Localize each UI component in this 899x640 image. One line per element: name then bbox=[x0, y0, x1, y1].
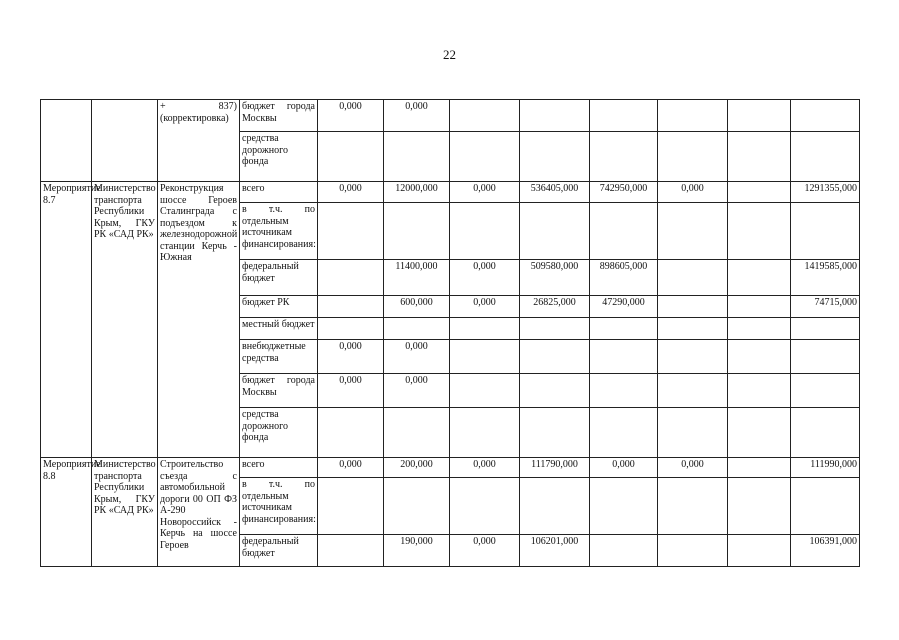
total-cell: 1291355,000 bbox=[791, 182, 860, 203]
executor-cell: Министерство транспорта Республики Крым, ГКУ РК «САД РК» bbox=[92, 182, 158, 458]
funding-source-cell: бюджет РК bbox=[240, 296, 318, 318]
value-cell: 12000,000 bbox=[384, 182, 450, 203]
event-cell: Мероприятие 8.8 bbox=[41, 458, 92, 567]
value-cell bbox=[384, 318, 450, 340]
value-cell: 898605,000 bbox=[590, 260, 658, 296]
value-cell: 0,000 bbox=[450, 182, 520, 203]
value-cell bbox=[520, 132, 590, 182]
value-cell bbox=[728, 318, 791, 340]
table-row bbox=[41, 182, 860, 203]
value-cell bbox=[318, 132, 384, 182]
value-cell: 0,000 bbox=[318, 182, 384, 203]
value-cell bbox=[728, 296, 791, 318]
value-cell bbox=[658, 478, 728, 535]
value-cell bbox=[590, 318, 658, 340]
value-cell bbox=[450, 478, 520, 535]
value-cell bbox=[450, 100, 520, 132]
value-cell: 0,000 bbox=[658, 182, 728, 203]
event-cell bbox=[41, 100, 92, 182]
value-cell bbox=[658, 374, 728, 408]
value-cell bbox=[450, 408, 520, 458]
value-cell: 0,000 bbox=[658, 458, 728, 478]
value-cell bbox=[590, 340, 658, 374]
funding-source-cell: внебюджетные средства bbox=[240, 340, 318, 374]
value-cell: 536405,000 bbox=[520, 182, 590, 203]
total-cell: 111990,000 bbox=[791, 458, 860, 478]
total-cell bbox=[791, 340, 860, 374]
value-cell bbox=[450, 132, 520, 182]
value-cell: 600,000 bbox=[384, 296, 450, 318]
value-cell bbox=[520, 318, 590, 340]
executor-cell: Министерство транспорта Республики Крым, ГКУ РК «САД РК» bbox=[92, 458, 158, 567]
value-cell bbox=[450, 340, 520, 374]
value-cell: 0,000 bbox=[318, 458, 384, 478]
activity-name-cell: + 837) (корректировка) bbox=[158, 100, 240, 182]
value-cell bbox=[450, 374, 520, 408]
total-cell bbox=[791, 318, 860, 340]
value-cell bbox=[658, 203, 728, 260]
total-cell: 1419585,000 bbox=[791, 260, 860, 296]
value-cell bbox=[658, 318, 728, 340]
funding-source-cell: местный бюджет bbox=[240, 318, 318, 340]
total-cell bbox=[791, 408, 860, 458]
value-cell: 0,000 bbox=[384, 340, 450, 374]
value-cell bbox=[384, 203, 450, 260]
value-cell: 0,000 bbox=[450, 260, 520, 296]
value-cell: 509580,000 bbox=[520, 260, 590, 296]
value-cell: 0,000 bbox=[590, 458, 658, 478]
value-cell bbox=[318, 296, 384, 318]
value-cell bbox=[728, 100, 791, 132]
activity-name-cell: Строительство съезда с автомобильной дороги 00 ОП ФЗ А-290 Новороссийск - Керчь на шоссе Героев bbox=[158, 458, 240, 567]
funding-source-cell: в т.ч. по отдельным источникам финансирования: bbox=[240, 478, 318, 535]
value-cell bbox=[590, 374, 658, 408]
funding-source-cell: средства дорожного фонда bbox=[240, 132, 318, 182]
value-cell bbox=[318, 478, 384, 535]
value-cell bbox=[590, 203, 658, 260]
value-cell bbox=[450, 318, 520, 340]
value-cell bbox=[728, 260, 791, 296]
value-cell bbox=[728, 132, 791, 182]
value-cell bbox=[658, 296, 728, 318]
value-cell: 0,000 bbox=[384, 374, 450, 408]
value-cell: 200,000 bbox=[384, 458, 450, 478]
activity-name-cell: Реконструкция шоссе Героев Сталинграда с подъездом к железнодорожной станции Керчь - Южная bbox=[158, 182, 240, 458]
total-cell bbox=[791, 100, 860, 132]
value-cell bbox=[520, 203, 590, 260]
total-cell bbox=[791, 374, 860, 408]
value-cell bbox=[590, 132, 658, 182]
value-cell bbox=[728, 478, 791, 535]
value-cell bbox=[728, 340, 791, 374]
value-cell bbox=[728, 408, 791, 458]
value-cell: 47290,000 bbox=[590, 296, 658, 318]
total-cell: 106391,000 bbox=[791, 535, 860, 567]
value-cell: 0,000 bbox=[450, 535, 520, 567]
value-cell: 111790,000 bbox=[520, 458, 590, 478]
value-cell bbox=[658, 340, 728, 374]
total-cell bbox=[791, 203, 860, 260]
value-cell bbox=[384, 408, 450, 458]
value-cell bbox=[658, 100, 728, 132]
value-cell bbox=[590, 535, 658, 567]
value-cell: 0,000 bbox=[384, 100, 450, 132]
value-cell bbox=[318, 318, 384, 340]
total-cell: 74715,000 bbox=[791, 296, 860, 318]
value-cell bbox=[318, 260, 384, 296]
funding-source-cell: средства дорожного фонда bbox=[240, 408, 318, 458]
value-cell bbox=[520, 478, 590, 535]
value-cell bbox=[590, 100, 658, 132]
value-cell bbox=[318, 203, 384, 260]
funding-source-cell: федеральный бюджет bbox=[240, 535, 318, 567]
value-cell bbox=[520, 408, 590, 458]
total-cell bbox=[791, 478, 860, 535]
value-cell: 0,000 bbox=[450, 458, 520, 478]
executor-cell bbox=[92, 100, 158, 182]
value-cell bbox=[728, 182, 791, 203]
event-cell: Мероприятие 8.7 bbox=[41, 182, 92, 458]
value-cell bbox=[318, 535, 384, 567]
funding-source-cell: в т.ч. по отдельным источникам финансирования: bbox=[240, 203, 318, 260]
budget-table bbox=[40, 99, 860, 567]
value-cell bbox=[450, 203, 520, 260]
value-cell bbox=[658, 535, 728, 567]
value-cell bbox=[658, 132, 728, 182]
table-row bbox=[41, 458, 860, 478]
value-cell: 0,000 bbox=[318, 374, 384, 408]
value-cell: 11400,000 bbox=[384, 260, 450, 296]
value-cell: 0,000 bbox=[318, 340, 384, 374]
value-cell: 190,000 bbox=[384, 535, 450, 567]
value-cell bbox=[318, 408, 384, 458]
value-cell bbox=[728, 374, 791, 408]
total-cell bbox=[791, 132, 860, 182]
funding-source-cell: всего bbox=[240, 458, 318, 478]
value-cell bbox=[728, 203, 791, 260]
value-cell: 0,000 bbox=[318, 100, 384, 132]
page-number: 22 bbox=[443, 47, 456, 62]
value-cell bbox=[384, 132, 450, 182]
value-cell bbox=[590, 408, 658, 458]
funding-source-cell: бюджет города Москвы bbox=[240, 100, 318, 132]
value-cell bbox=[520, 340, 590, 374]
value-cell: 742950,000 bbox=[590, 182, 658, 203]
funding-source-cell: всего bbox=[240, 182, 318, 203]
value-cell: 106201,000 bbox=[520, 535, 590, 567]
table-row bbox=[41, 100, 860, 132]
value-cell bbox=[520, 374, 590, 408]
funding-source-cell: бюджет города Москвы bbox=[240, 374, 318, 408]
funding-source-cell: федеральный бюджет bbox=[240, 260, 318, 296]
value-cell bbox=[590, 478, 658, 535]
value-cell bbox=[728, 535, 791, 567]
value-cell bbox=[520, 100, 590, 132]
value-cell: 26825,000 bbox=[520, 296, 590, 318]
value-cell bbox=[728, 458, 791, 478]
value-cell: 0,000 bbox=[450, 296, 520, 318]
value-cell bbox=[658, 408, 728, 458]
value-cell bbox=[658, 260, 728, 296]
value-cell bbox=[384, 478, 450, 535]
